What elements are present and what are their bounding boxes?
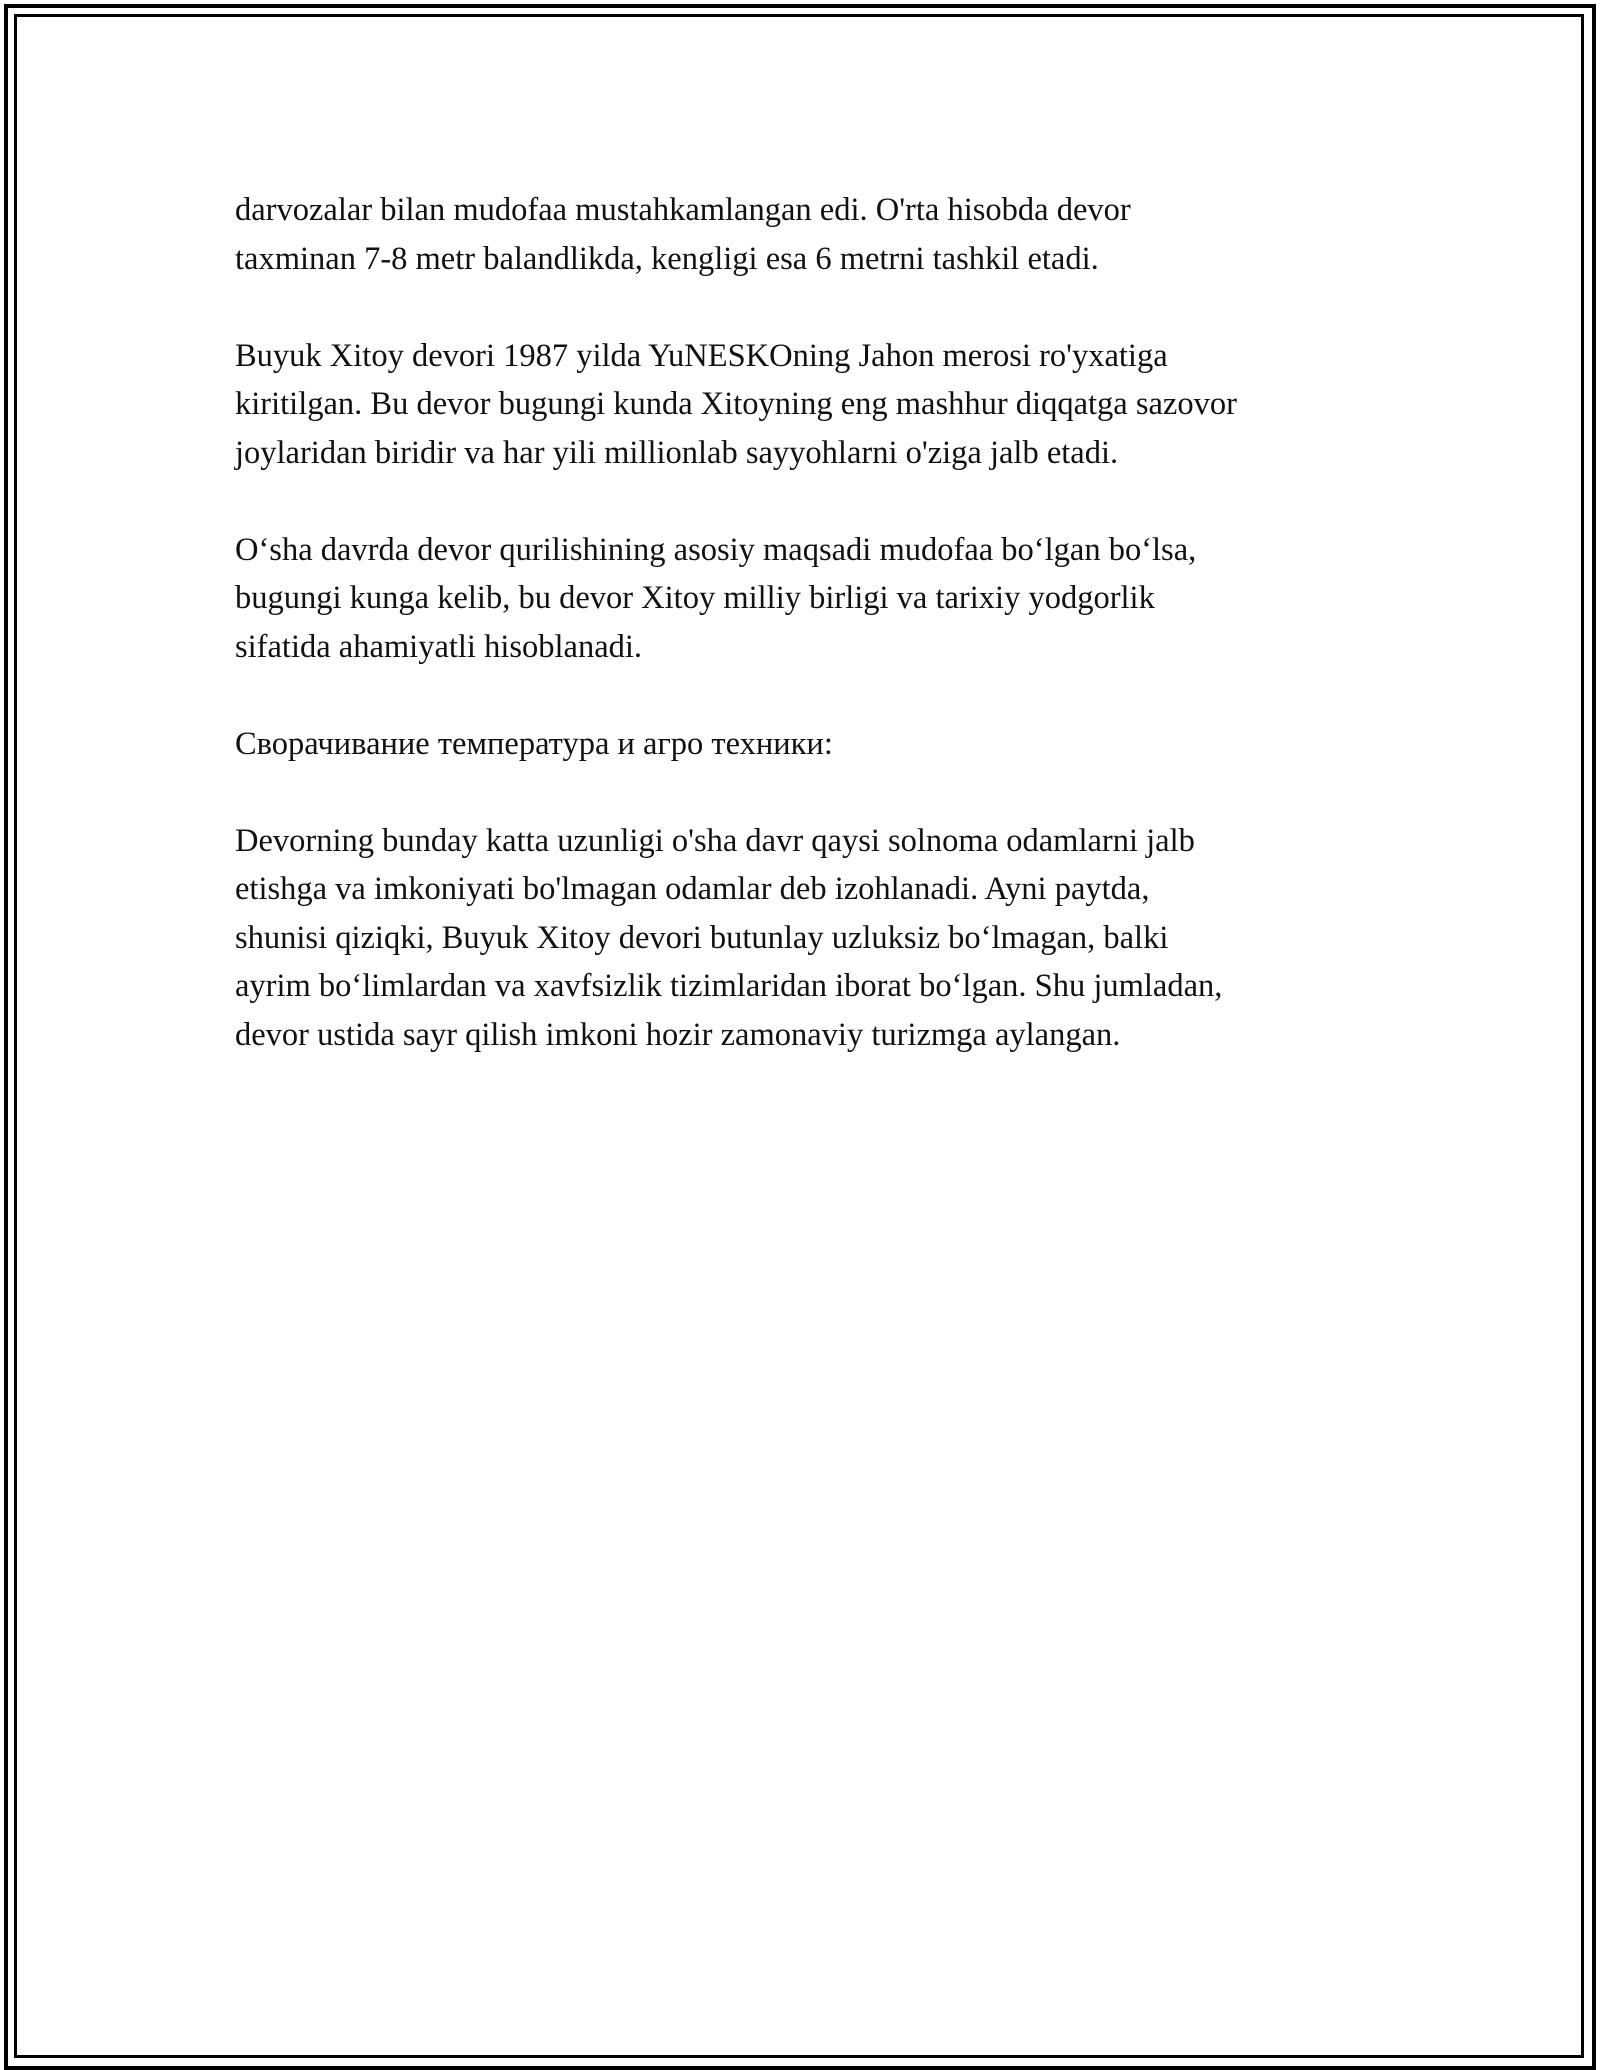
paragraph-unesco-heritage — [235, 332, 1395, 478]
text-line: Buyuk Xitoy devori 1987 yilda YuNESKOning Jahon merosi ro'yxatiga — [235, 337, 1168, 374]
text-line: Сворачивание температура и агро техники: — [235, 725, 833, 762]
text-line: O‘sha davrda devor qurilishining asosiy maqsadi mudofaa bo‘lgan bo‘lsa, — [235, 531, 1197, 568]
text-line: etishga va imkoniyati bo'lmagan odamlar deb izohlanadi. Ayni paytda, — [235, 871, 1150, 907]
text-line: joylaridan biridir va har yili millionlab sayyohlarni o'ziga jalb etadi. — [235, 434, 1119, 471]
paragraph-section-heading — [235, 720, 1395, 769]
text-line: sifatida ahamiyatli hisoblanadi. — [235, 628, 643, 665]
text-line: taxminan 7-8 metr balandlikda, kengligi esa 6 metrni tashkil etadi. — [235, 240, 1099, 277]
text-line: bugungi kunga kelib, bu devor Xitoy milliy birligi va tarixiy yodgorlik — [235, 580, 1155, 616]
document-body — [235, 186, 1395, 1108]
text-line: shunisi qiziqki, Buyuk Xitoy devori butunlay uzluksiz bo‘lmagan, balki — [235, 919, 1169, 956]
text-line: devor ustida sayr qilish imkoni hozir zamonaviy turizmga aylangan. — [235, 1016, 1121, 1053]
text-line: Devorning bunday katta uzunligi o'sha davr qaysi solnoma odamlarni jalb — [235, 822, 1195, 859]
text-line: ayrim bo‘limlardan va xavfsizlik tizimlaridan iborat bo‘lgan. Shu jumladan, — [235, 968, 1223, 1004]
text-line: darvozalar bilan mudofaa mustahkamlangan edi. O'rta hisobda devor — [235, 192, 1131, 228]
text-line: kiritilgan. Bu devor bugungi kunda Xitoyning eng mashhur diqqatga sazovor — [235, 386, 1237, 422]
paragraph-wall-dimensions — [235, 186, 1395, 283]
paragraph-wall-length — [235, 817, 1395, 1060]
paragraph-purpose — [235, 526, 1395, 672]
